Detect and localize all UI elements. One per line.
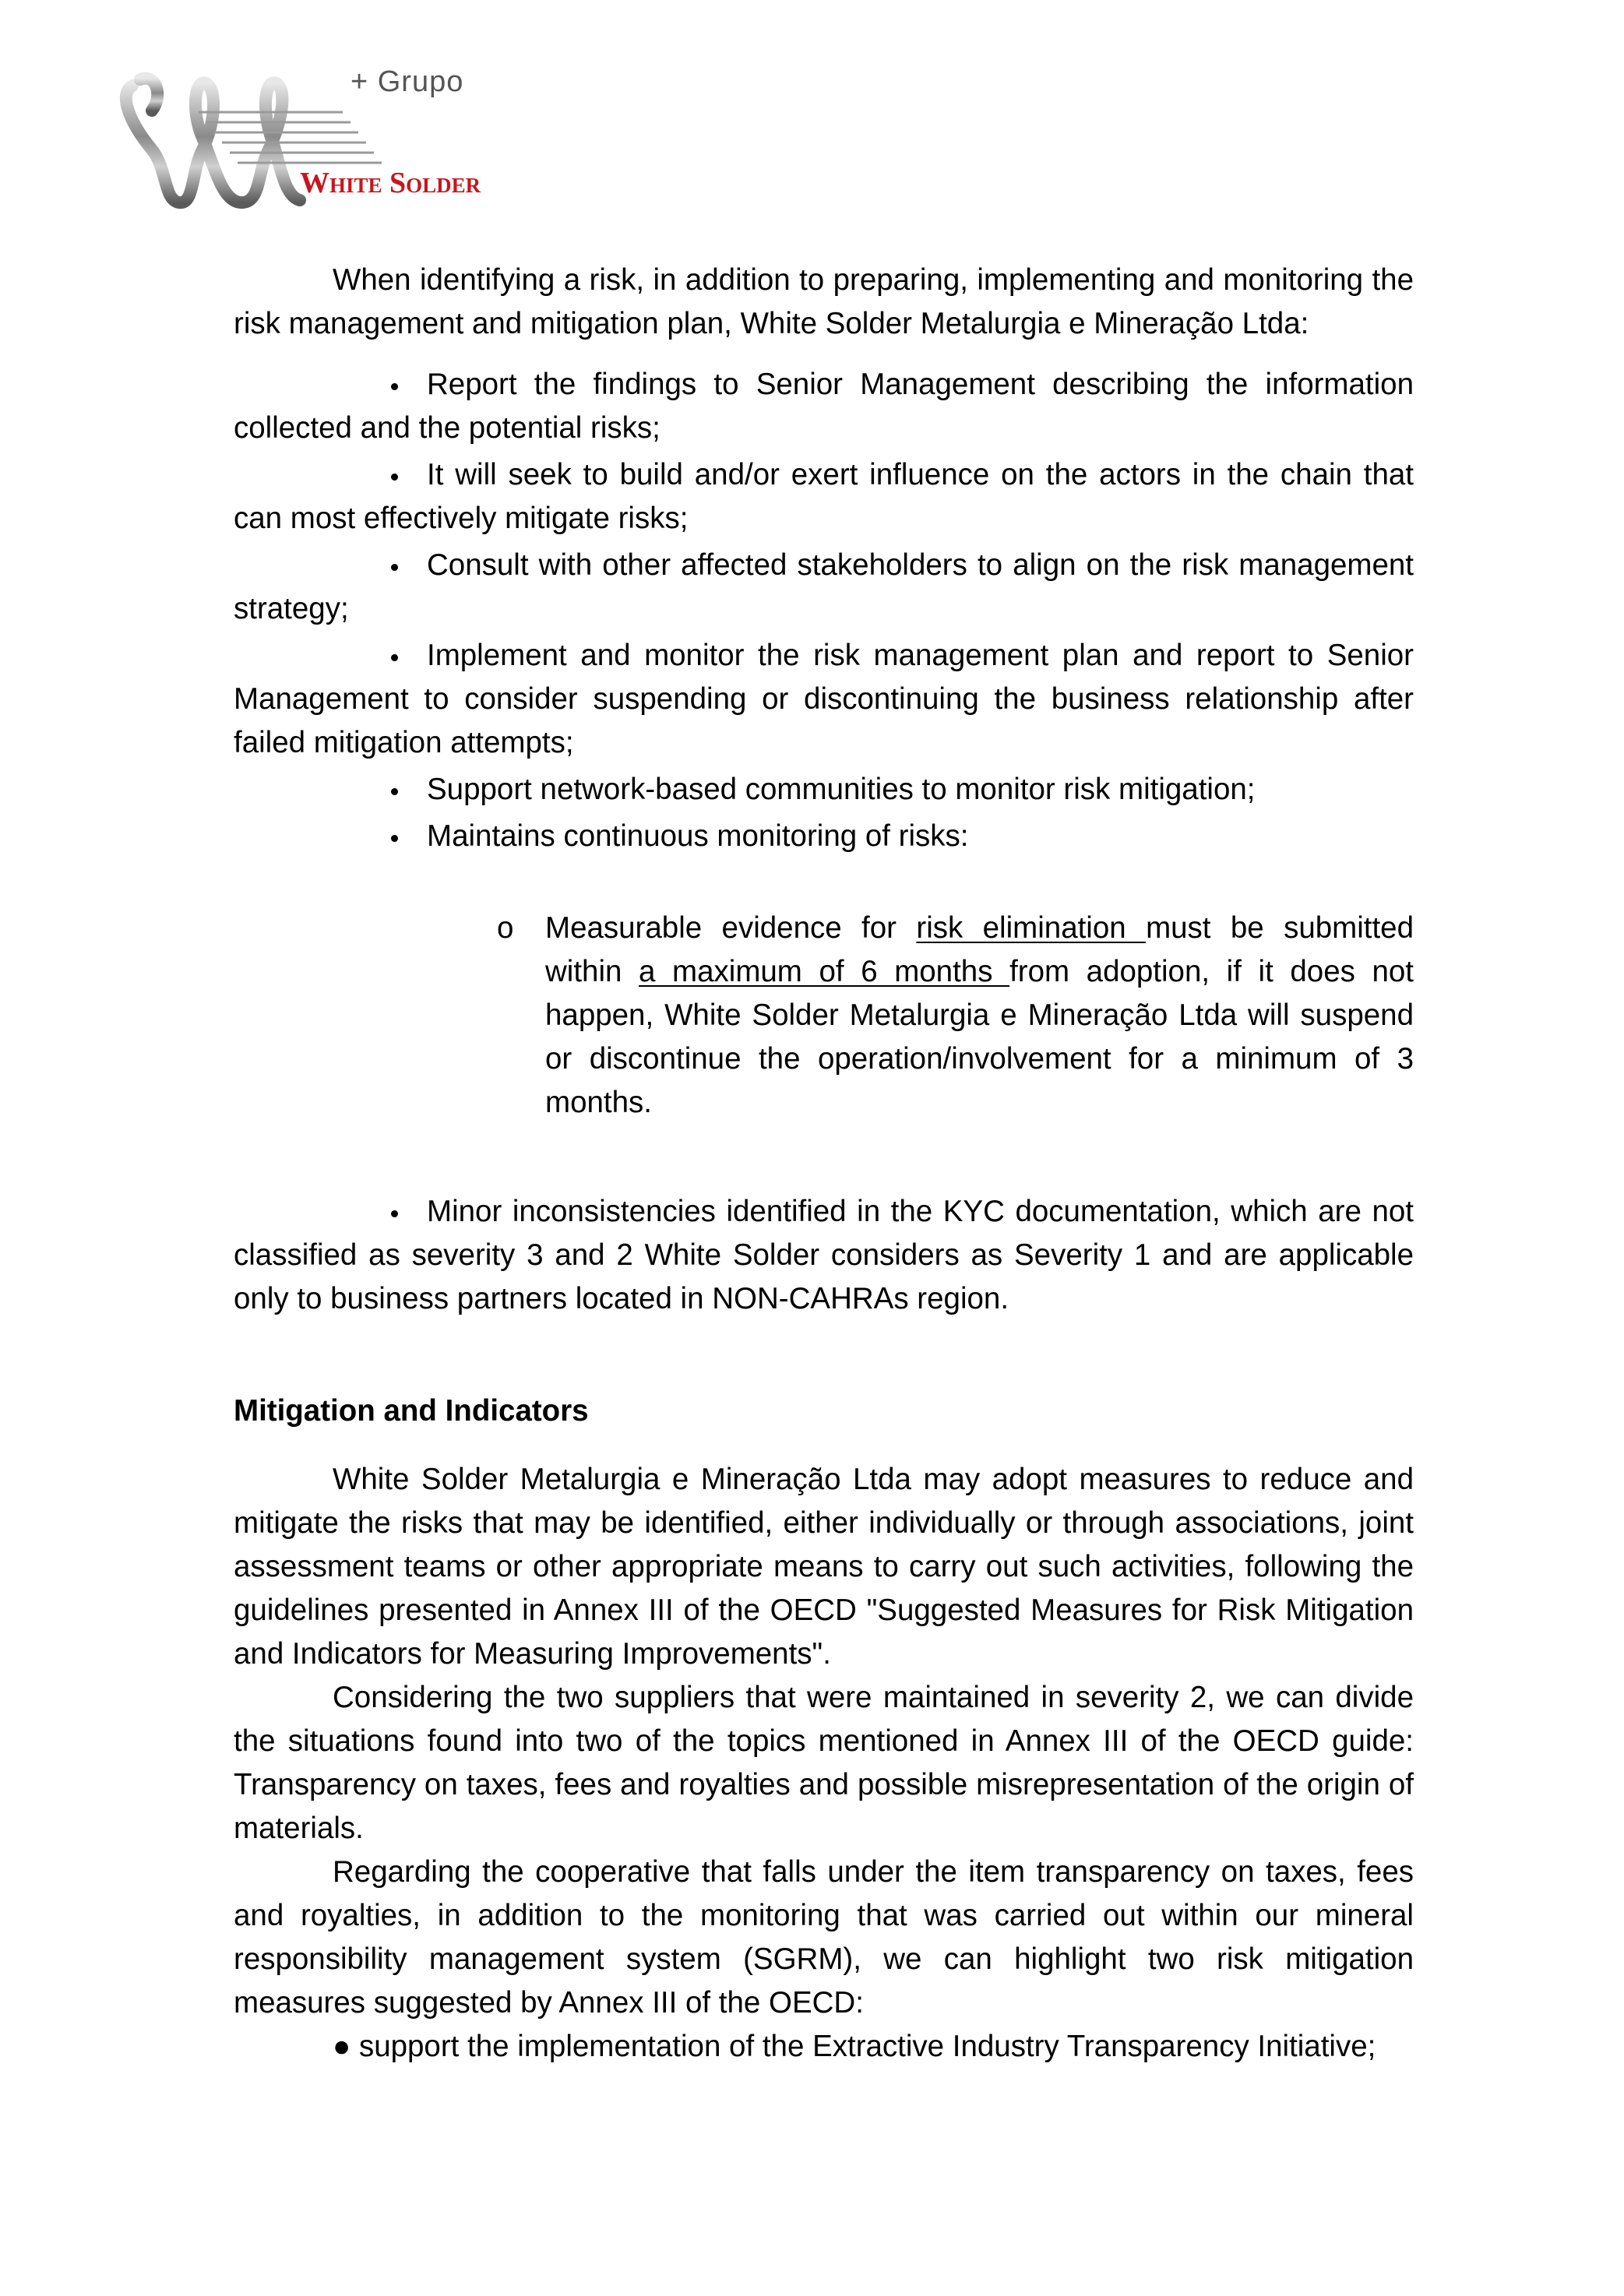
bullet-item: Implement and monitor the risk management plan and report to Senior Management to consider suspending or discontinuing the business relationship after failed mitigation attempts; xyxy=(234,639,1414,759)
bullet-item: Maintains continuous monitoring of risks: xyxy=(427,819,969,853)
sub-bullet-item: o Measurable evidence for risk elimination must be submitted within a maximum of 6 months from adoption, if it does not happen, White Solder Metalurgia e Mineração Ltda will suspend or discontinue the operation/involvement for a minimum of 3 months. xyxy=(545,907,1414,1125)
body-paragraph: Considering the two suppliers that were maintained in severity 2, we can divide the situations found into two of the topics mentioned in Annex III of the OECD guide: Transparency on taxes, fees and royalties and possible misrepresentation of the origin of materials. xyxy=(234,1681,1414,1845)
bullet-item: Minor inconsistencies identified in the KYC documentation, which are not classified as severity 3 and 2 White Solder considers as Severity 1 and are applicable only to business partners located in NON-CAHRAs region. xyxy=(234,1195,1414,1315)
body-paragraph: White Solder Metalurgia e Mineração Ltda may adopt measures to reduce and mitigate the risks that may be identified, either individually or through associations, joint assessment teams or other appropriate means to carry out such activities, following the guidelines presented in Annex III of the OECD "Suggested Measures for Risk Mitigation and Indicators for Measuring Improvements". xyxy=(234,1463,1414,1671)
bullet-item: Consult with other affected stakeholders to align on the risk management strategy; xyxy=(234,548,1414,625)
logo-brand-text: White Solder xyxy=(300,167,481,199)
section-heading: Mitigation and Indicators xyxy=(234,1394,589,1428)
bullet-item: Support network-based communities to monitor risk mitigation; xyxy=(427,773,1256,806)
logo-grupo-text: + Grupo xyxy=(351,65,464,98)
intro-paragraph: When identifying a risk, in addition to preparing, implementing and monitoring the risk management and mitigation plan, White Solder Metalurgia e Mineração Ltda: xyxy=(234,263,1414,340)
document-body xyxy=(234,259,1414,2069)
bullet-item: It will seek to build and/or exert influence on the actors in the chain that can most effectively mitigate risks; xyxy=(234,458,1414,535)
final-bullet-paragraph: ● support the implementation of the Extractive Industry Transparency Initiative; xyxy=(333,2030,1376,2063)
underlined-risk-elimination: risk elimination xyxy=(916,911,1147,945)
bullet-item: Report the findings to Senior Management describing the information collected and the potential risks; xyxy=(234,368,1414,445)
body-paragraph: Regarding the cooperative that falls under the item transparency on taxes, fees and royalties, in addition to the monitoring that was carried out within our mineral responsibility management system (SGRM), we can highlight two risk mitigation measures suggested by Annex III of the OECD: xyxy=(234,1855,1414,2020)
sub-bullet-marker: o xyxy=(497,911,514,945)
underlined-six-months: a maximum of 6 months xyxy=(639,955,1010,988)
